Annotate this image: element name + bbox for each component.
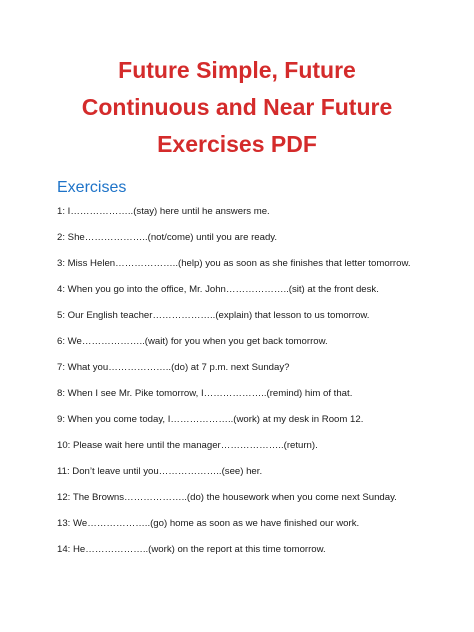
page-title-line-2: Continuous and Near Future [81,94,393,120]
exercise-item: 14: He………………..(work) on the report at this time tomorrow. [57,544,326,555]
exercise-item: 1: I………………..(stay) here until he answers me. [57,206,270,217]
exercise-item: 6: We………………..(wait) for you when you get back tomorrow. [57,336,328,347]
exercise-item: 10: Please wait here until the manager………………..(return). [57,440,318,451]
exercise-item: 12: The Browns………………..(do) the housework when you come next Sunday. [57,492,397,503]
section-heading: Exercises [57,179,127,196]
exercise-item: 11: Don’t leave until you………………..(see) her. [57,466,263,477]
exercise-item: 8: When I see Mr. Pike tomorrow, I………………..(remind) him of that. [57,388,353,399]
page-title-line-1: Future Simple, Future [118,57,356,83]
exercise-item: 5: Our English teacher………………..(explain) that lesson to us tomorrow. [57,310,370,321]
exercise-list [57,206,437,570]
exercise-item: 7: What you………………..(do) at 7 p.m. next Sunday? [57,362,290,373]
exercise-item: 9: When you come today, I………………..(work) at my desk in Room 12. [57,414,364,425]
exercise-item: 4: When you go into the office, Mr. John………………..(sit) at the front desk. [57,284,379,295]
page-title-line-3: Exercises PDF [157,131,317,157]
exercise-item: 2: She………………..(not/come) until you are ready. [57,232,278,243]
exercise-item: 13: We………………..(go) home as soon as we have finished our work. [57,518,360,529]
exercise-item: 3: Miss Helen………………..(help) you as soon as she finishes that letter tomorrow. [57,258,411,269]
